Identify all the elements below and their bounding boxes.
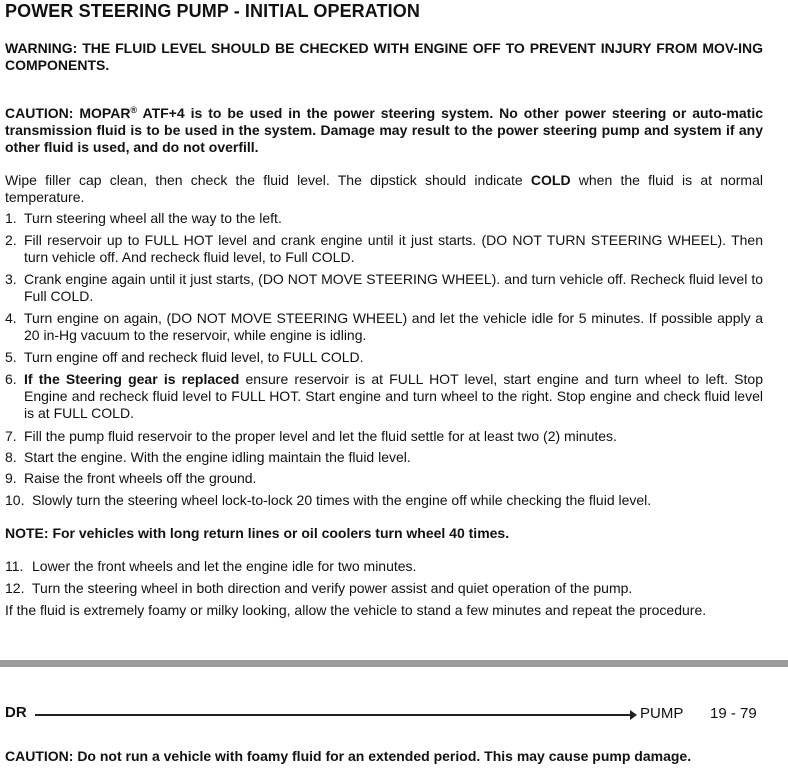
closing-paragraph: If the fluid is extremely foamy or milky looking, allow the vehicle to stand a few minutes and repeat the procedure. — [5, 602, 707, 618]
step-text: Raise the front wheels off the ground. — [24, 470, 257, 486]
list-item — [5, 558, 763, 575]
step-number: 3. — [5, 271, 17, 287]
step-number: 10. — [5, 492, 25, 508]
page-number: 19 - 79 — [710, 705, 757, 722]
step-number: 1. — [5, 210, 17, 226]
step-number: 4. — [5, 310, 17, 326]
intro-before: Wipe filler cap clean, then check the fluid level. The dipstick should indicate — [5, 172, 531, 188]
footer-rule — [35, 714, 632, 716]
step-text: Slowly turn the steering wheel lock-to-lock 20 times with the engine off while checking the fluid level. — [32, 492, 652, 508]
step-number: 11. — [5, 558, 24, 574]
list-item — [5, 428, 763, 445]
intro-after: when the fluid is at normal temperature. — [5, 172, 763, 205]
list-item — [5, 271, 763, 305]
list-item — [5, 310, 763, 344]
caution-prefix: CAUTION: MOPAR — [5, 105, 131, 121]
list-item — [5, 580, 763, 597]
step-text: Turn engine off and recheck fluid level, to FULL COLD. — [24, 349, 364, 365]
step-rest: ensure reservoir is at FULL HOT level, start engine and turn wheel to left. Stop Engine and recheck fluid level to FULL HOT. Start engine and turn wheel to the right. Stop engine and check fluid level is at FULL COLD. — [24, 371, 763, 421]
step-text: Turn engine on again, (DO NOT MOVE STEERING WHEEL) and let the vehicle idle for 5 minutes. If possible apply a 20 in-Hg vacuum to the reservoir, while engine is idling. — [24, 310, 763, 343]
step-text: Fill the pump fluid reservoir to the proper level and let the fluid settle for at least two (2) minutes. — [24, 428, 617, 444]
page-divider — [0, 660, 788, 667]
step-text: Start the engine. With the engine idling maintain the fluid level. — [24, 449, 411, 465]
registered-mark: ® — [130, 105, 138, 115]
warning-text: WARNING: THE FLUID LEVEL SHOULD BE CHECKED WITH ENGINE OFF TO PREVENT INJURY FROM MOV-ING COMPONENTS. — [5, 40, 763, 73]
list-item — [5, 232, 763, 266]
footer-model: DR — [5, 704, 27, 721]
page-footer — [0, 700, 788, 726]
footer-arrow-icon — [630, 710, 637, 720]
list-item — [5, 371, 763, 422]
list-item — [5, 449, 763, 466]
footer-section: PUMP — [640, 705, 684, 722]
bottom-caution: CAUTION: Do not run a vehicle with foamy fluid for an extended period. This may cause pump damage. — [5, 748, 692, 764]
step-bold: If the Steering gear is replaced — [24, 371, 240, 387]
note-text: NOTE: For vehicles with long return lines or oil coolers turn wheel 40 times. — [5, 525, 510, 541]
step-number: 9. — [5, 470, 17, 486]
intro-bold: COLD — [530, 172, 571, 188]
list-item — [5, 210, 763, 227]
step-text — [5, 371, 763, 422]
list-item — [5, 470, 763, 487]
step-text: Turn steering wheel all the way to the left. — [24, 210, 282, 226]
step-text: Turn the steering wheel in both direction and verify power assist and quiet operation of the pump. — [32, 580, 633, 596]
step-number: 6. — [5, 371, 17, 387]
step-number: 5. — [5, 349, 17, 365]
caution-text — [5, 102, 763, 156]
page-title: POWER STEERING PUMP - INITIAL OPERATION — [5, 1, 420, 21]
step-text: Lower the front wheels and let the engine idle for two minutes. — [32, 558, 417, 574]
step-text: Crank engine again until it just starts, (DO NOT MOVE STEERING WHEEL). and turn vehicle off. Recheck fluid level to Full COLD. — [24, 271, 763, 304]
list-item — [5, 349, 763, 366]
step-number: 12. — [5, 580, 25, 596]
list-item — [5, 492, 763, 509]
caution-rest: ATF+4 is to be used in the power steering system. No other power steering or auto-matic transmission fluid is to be used in the system. Damage may result to the power steering pump and system if any other fluid is used, and do not overfill. — [5, 105, 763, 155]
step-number: 2. — [5, 232, 17, 248]
step-number: 7. — [5, 428, 17, 444]
step-text: Fill reservoir up to FULL HOT level and crank engine until it just starts. (DO NOT TURN STEERING WHEEL). Then turn vehicle off. And recheck fluid level, to Full COLD. — [24, 232, 763, 265]
step-number: 8. — [5, 449, 17, 465]
intro-paragraph — [5, 172, 763, 206]
